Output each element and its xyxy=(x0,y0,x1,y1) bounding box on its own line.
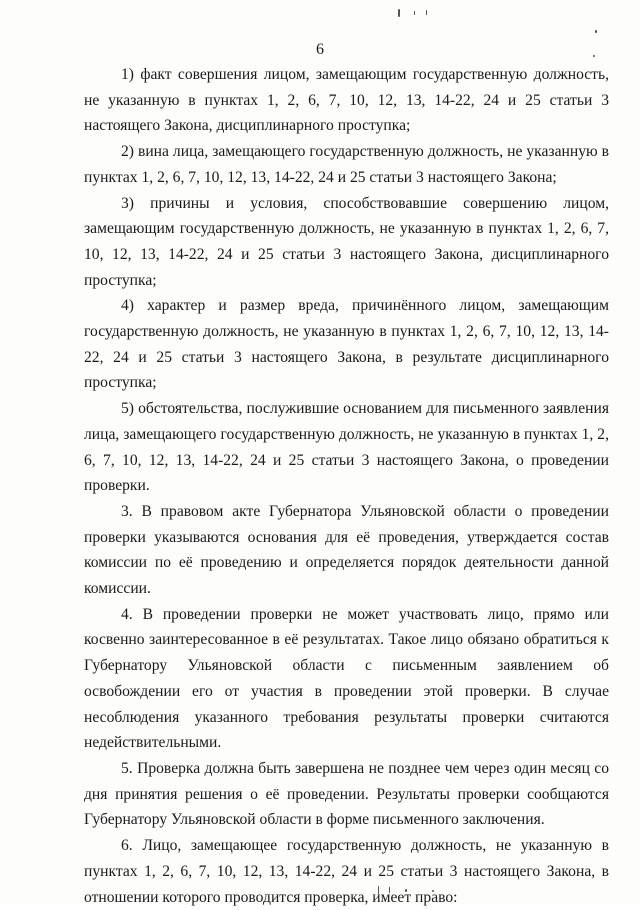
scan-artifact xyxy=(398,9,400,17)
paragraph-section-6: 6. Лицо, замещающее государственную должность, не указанную в пунктах 1, 2, 6, 7, 10, 12, 13, 14-22, 24 и 25 статьи 3 настоящего Закона, в отношении которого проводится проверка, имеет право: xyxy=(84,837,609,906)
paragraph-item-1: 1) факт совершения лицом, замещающим государственную должность, не указанную в пунктах 1, 2, 6, 7, 10, 12, 13, 14-22, 24 и 25 статьи 3 настоящего Закона, дисциплинарного проступка; xyxy=(84,66,609,135)
paragraph-section-4: 4. В проведении проверки не может участвовать лицо, прямо или косвенно заинтересованное в её результатах. Такое лицо обязано обратиться к Губернатору Ульяновской области с письменным заявлением об освобождении его от участия в проведении этой проверки. В случае несоблюдения указанного требования результаты проверки считаются недействительными. xyxy=(84,605,609,752)
scan-artifact xyxy=(414,11,415,15)
paragraph-section-3: 3. В правовом акте Губернатора Ульяновской области о проведении проверки указываются основания для её проведения, утверждается состав комиссии по её проведению и определяется порядок деятельности данной комиссии. xyxy=(84,502,609,598)
paragraph-item-2: 2) вина лица, замещающего государственную должность, не указанную в пунктах 1, 2, 6, 7, 10, 12, 13, 14-22, 24 и 25 статьи 3 настоящего Закона; xyxy=(84,143,609,186)
scan-artifact xyxy=(595,30,597,33)
paragraph-section-5: 5. Проверка должна быть завершена не позднее чем через один месяц со дня принятия решения о её проведении. Результаты проверки сообщаются Губернатору Ульяновской области в форме письменного заключения. xyxy=(84,759,609,829)
page-number: 6 xyxy=(316,41,324,58)
scan-artifact xyxy=(426,10,427,15)
document-body xyxy=(84,62,609,910)
paragraph-item-5: 5) обстоятельства, послужившие основанием для письменного заявления лица, замещающего государственную должность, не указанную в пунктах 1, 2, 6, 7, 10, 12, 13, 14-22, 24 и 25 статьи 3 настоящего Закона, о проведении проверки. xyxy=(84,400,609,495)
paragraph-item-4: 4) характер и размер вреда, причинённого лицом, замещающим государственную должность, не указанную в пунктах 1, 2, 6, 7, 10, 12, 13, 14-22, 24 и 25 статьи 3 настоящего Закона, в результате дисциплинарного проступка; xyxy=(84,297,609,392)
paragraph-item-3: 3) причины и условия, способствовавшие совершению лицом, замещающим государственную должность, не указанную в пунктах 1, 2, 6, 7, 10, 12, 13, 14-22, 24 и 25 статьи 3 настоящего Закона, дисциплинарного проступка; xyxy=(84,194,609,289)
